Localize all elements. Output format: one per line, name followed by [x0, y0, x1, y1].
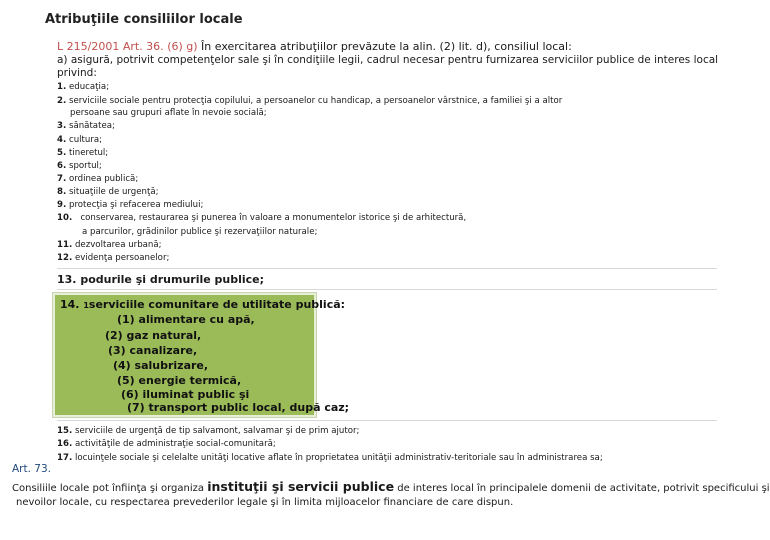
- list-item-continuation: a parcurilor, grădinilor publice şi rezervaţiilor naturale;: [82, 227, 318, 237]
- list-item: 1. educaţia;: [57, 82, 110, 92]
- item-14-heading: 14. 1serviciile comunitare de utilitate publică:: [60, 298, 346, 311]
- list-item: 4. cultura;: [57, 135, 103, 145]
- highlight-box-item-14: [53, 293, 350, 417]
- article-73-line2: nevoilor locale, cu respectarea prevederilor legale şi în limita mijloacelor financiare de care dispun.: [16, 497, 514, 508]
- article-reference: Art. 36.: [122, 40, 164, 53]
- page-title: Atribuţiile consiliilor locale: [45, 12, 243, 27]
- list-item: 11. dezvoltarea urbană;: [57, 240, 162, 250]
- list-item-13: 13. podurile şi drumurile publice;: [57, 273, 265, 286]
- list-item: 5. tineretul;: [57, 148, 109, 158]
- divider: [57, 289, 717, 290]
- list-item: 8. situaţiile de urgenţă;: [57, 187, 159, 197]
- paragraph-a-label: a): [57, 54, 68, 66]
- point-reference: (6) g): [167, 40, 198, 53]
- utility-line: (7) transport public local, după caz;: [127, 401, 350, 414]
- utility-line: (6) iluminat public şi: [121, 388, 250, 401]
- reference-text: În exercitarea atribuţiilor prevăzute la alin. (2) lit. d), consiliul local:: [201, 40, 572, 53]
- highlighted-phrase: instituţii şi servicii publice: [207, 479, 395, 494]
- utility-line: (3) canalizare,: [108, 344, 198, 357]
- list-item: 2. serviciile sociale pentru protecţia copilului, a persoanelor cu handicap, a persoanelor vârstnice, a familiei şi a altor: [57, 96, 563, 106]
- article-73-label: Art. 73.: [12, 463, 51, 475]
- utility-line: (1) alimentare cu apă,: [117, 313, 255, 326]
- list-item: 6. sportul;: [57, 161, 102, 171]
- utility-line: (2) gaz natural,: [105, 329, 202, 342]
- utility-line: (4) salubrizare,: [113, 359, 209, 372]
- article-73-line1: Consiliile locale pot înfiinţa şi organiza instituţii şi servicii publice de interes local în principalele domenii de activitate, potrivit specificului şi: [12, 479, 770, 494]
- legal-reference: [57, 40, 572, 53]
- law-reference: L 215/2001: [57, 40, 120, 53]
- list-item: 16. activităţile de administraţie social-comunitară;: [57, 439, 276, 449]
- divider: [57, 420, 717, 421]
- list-item: 7. ordinea publică;: [57, 174, 139, 184]
- paragraph-a-line2: privind:: [57, 67, 97, 79]
- list-item-continuation: persoane sau grupuri aflate în nevoie socială;: [70, 108, 267, 118]
- list-item: 15. serviciile de urgenţă de tip salvamont, salvamar şi de prim ajutor;: [57, 426, 360, 436]
- list-item: 3. sănătatea;: [57, 121, 115, 131]
- list-item: 9. protecţia şi refacerea mediului;: [57, 200, 204, 210]
- paragraph-a-line1: a) asigură, potrivit competenţelor sale şi în condiţiile legii, cadrul necesar pentru furnizarea serviciilor publice de interes local: [57, 54, 719, 66]
- list-item: 10. conservarea, restaurarea şi punerea în valoare a monumentelor istorice şi de arhitectură,: [57, 213, 467, 223]
- list-item: 17. locuinţele sociale şi celelalte unităţi locative aflate în proprietatea unităţii administrativ-teritoriale sau în administrarea sa;: [57, 453, 603, 463]
- list-item: 12. evidenţa persoanelor;: [57, 253, 170, 263]
- utility-line: (5) energie termică,: [117, 374, 242, 387]
- divider: [57, 268, 717, 269]
